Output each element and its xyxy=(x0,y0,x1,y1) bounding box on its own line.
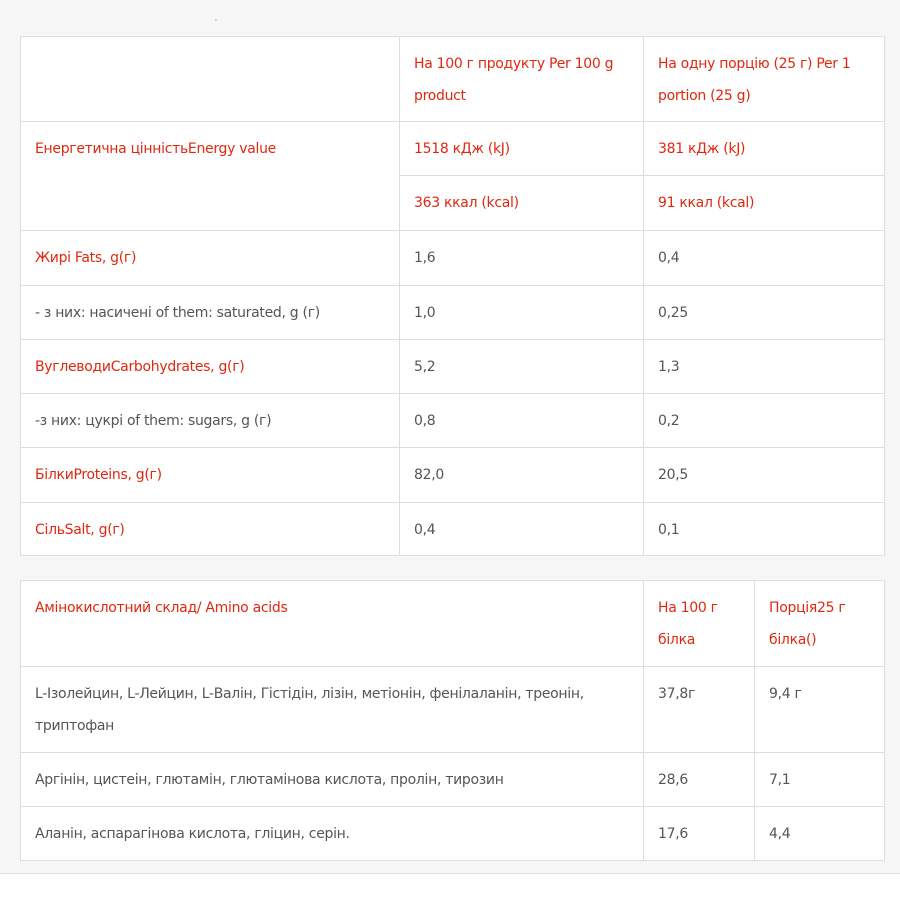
table-row xyxy=(21,286,885,340)
amino-group-label: Аргінін, цистеін, глютамін, глютамінова кислота, пролін, тирозин xyxy=(21,753,644,807)
nutrition-header-per100: На 100 г продукту Per 100 g product xyxy=(400,37,644,122)
nutrient-per100: 5,2 xyxy=(400,340,644,394)
page-divider xyxy=(0,873,900,874)
top-mark: · xyxy=(214,13,218,27)
table-row xyxy=(21,340,885,394)
amino-per100: 17,6 xyxy=(644,807,755,861)
amino-group-label: Аланін, аспарагінова кислота, гліцин, серін. xyxy=(21,807,644,861)
nutrition-header-label xyxy=(21,37,400,122)
energy-kcal-per100: 363 ккал (kcal) xyxy=(400,176,644,231)
table-row xyxy=(21,753,885,807)
table-row xyxy=(21,667,885,753)
table-row xyxy=(21,231,885,286)
nutrient-label: Жирі Fats, g(г) xyxy=(21,231,400,286)
nutrition-header-row xyxy=(21,37,885,122)
nutrient-per100: 82,0 xyxy=(400,448,644,503)
table-row xyxy=(21,503,885,556)
energy-row-kj xyxy=(21,122,885,176)
energy-kj-portion: 381 кДж (kJ) xyxy=(644,122,885,176)
nutrient-label: -з них: цукрі of them: sugars, g (г) xyxy=(21,394,400,448)
nutrient-portion: 0,4 xyxy=(644,231,885,286)
nutrient-per100: 0,4 xyxy=(400,503,644,556)
nutrient-label: СільSalt, g(г) xyxy=(21,503,400,556)
amino-acids-table xyxy=(20,580,885,861)
nutrient-portion: 0,1 xyxy=(644,503,885,556)
amino-portion: 7,1 xyxy=(755,753,885,807)
nutrient-portion: 0,2 xyxy=(644,394,885,448)
amino-portion: 9,4 г xyxy=(755,667,885,753)
amino-per100: 37,8г xyxy=(644,667,755,753)
nutrient-per100: 1,0 xyxy=(400,286,644,340)
nutrient-portion: 0,25 xyxy=(644,286,885,340)
amino-group-label: L-Ізолейцин, L-Лейцин, L-Валін, Гістідін, лізін, метіонін, фенілаланін, треонін, триптофан xyxy=(21,667,644,753)
table-row xyxy=(21,448,885,503)
nutrient-label: БілкиProteins, g(г) xyxy=(21,448,400,503)
nutrient-portion: 20,5 xyxy=(644,448,885,503)
amino-header-label: Амінокислотний склад/ Amino acids xyxy=(21,581,644,667)
nutrient-per100: 1,6 xyxy=(400,231,644,286)
energy-label: Енергетична цінністьEnergy value xyxy=(21,122,400,231)
table-row xyxy=(21,394,885,448)
energy-kj-per100: 1518 кДж (kJ) xyxy=(400,122,644,176)
amino-per100: 28,6 xyxy=(644,753,755,807)
nutrition-header-portion: На одну порцію (25 г) Per 1 portion (25 g) xyxy=(644,37,885,122)
nutrient-per100: 0,8 xyxy=(400,394,644,448)
table-row xyxy=(21,807,885,861)
amino-header-portion: Порція25 г білка() xyxy=(755,581,885,667)
nutrient-label: ВуглеводиCarbohydrates, g(г) xyxy=(21,340,400,394)
amino-header-row xyxy=(21,581,885,667)
nutrient-label: - з них: насичені of them: saturated, g (г) xyxy=(21,286,400,340)
nutrition-table xyxy=(20,36,885,556)
energy-kcal-portion: 91 ккал (kcal) xyxy=(644,176,885,231)
amino-header-per100: На 100 г білка xyxy=(644,581,755,667)
amino-portion: 4,4 xyxy=(755,807,885,861)
nutrient-portion: 1,3 xyxy=(644,340,885,394)
